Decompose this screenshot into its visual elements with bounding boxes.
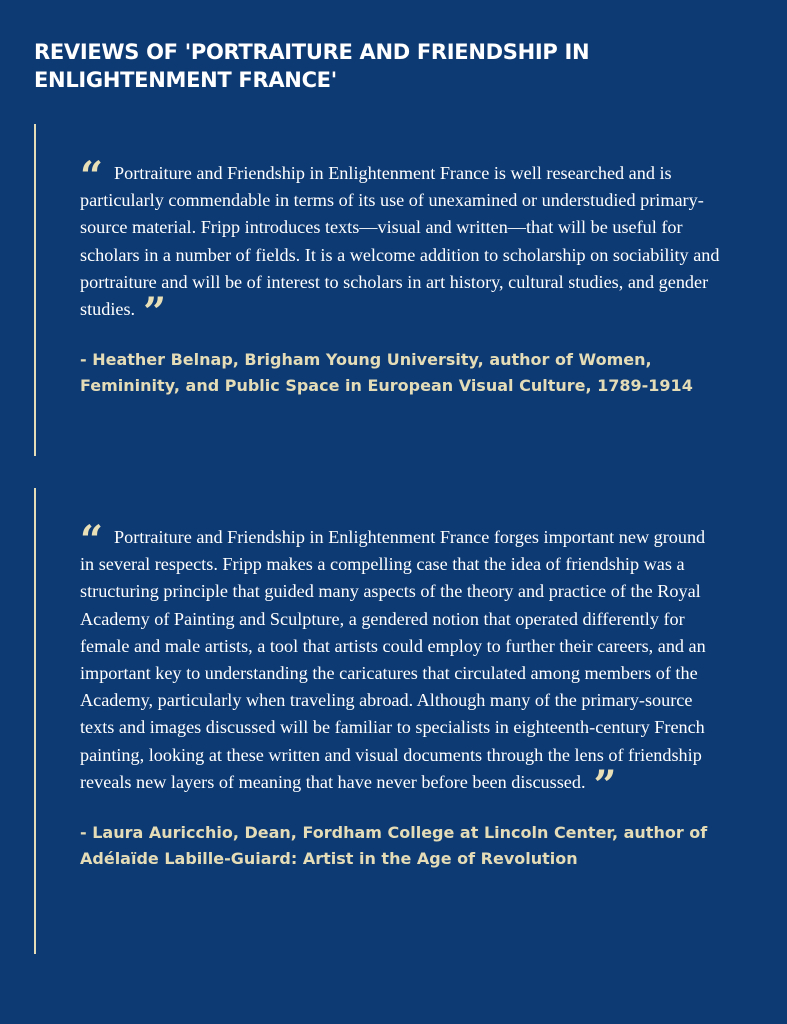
page-title: REVIEWS OF 'PORTRAITURE AND FRIENDSHIP IN ENLIGHTENMENT FRANCE' (34, 40, 590, 92)
review-text: Portraiture and Friendship in Enlightenment France is well researched and is particularly commendable in terms of its use of unexamined or understudied primary-source material. Fripp introduces texts—visual and written—that will be useful for scholars in a number of fields. It is a welcome addition to scholarship on sociability and portraiture and will be of interest to scholars in art history, cultural studies, and gender studies. (80, 163, 720, 320)
review-card (34, 488, 734, 954)
close-quote-icon: ” (593, 761, 614, 809)
review-quote (80, 153, 720, 337)
open-quote-icon: “ (80, 153, 101, 200)
open-quote-icon: “ (80, 517, 101, 564)
close-quote-icon: ” (143, 289, 164, 337)
review-quote (80, 517, 720, 809)
review-text: Portraiture and Friendship in Enlightenment France forges important new ground in several respects. Fripp makes a compelling case that the idea of friendship was a structuring principle that guided many aspects of the theory and practice of the Royal Academy of Painting and Sculpture, a gendered notion that operated differently for female and male artists, a tool that artists could employ to further their careers, and an important key to understanding the caricatures that circulated among members of the Academy, particularly when traveling abroad. Although many of the primary-source texts and images discussed will be familiar to specialists in eighteenth-century French painting, looking at these written and visual documents through the lens of friendship reveals new layers of meaning that have never before been discussed. (80, 527, 706, 792)
review-card (34, 124, 734, 456)
review-attribution: - Laura Auricchio, Dean, Fordham College at Lincoln Center, author of Adélaïde Labille-Guiard: Artist in the Age of Revolution (80, 823, 708, 869)
review-attribution: - Heather Belnap, Brigham Young University, author of Women, Femininity, and Public Space in European Visual Culture, 1789-1914 (80, 350, 693, 396)
